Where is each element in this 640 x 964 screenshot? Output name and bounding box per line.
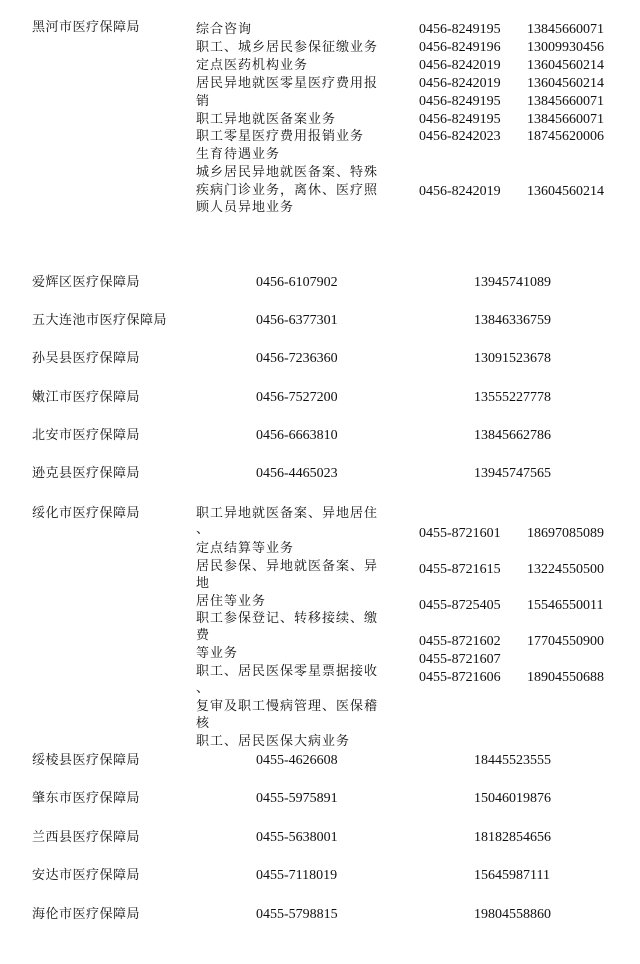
mobile-number: 13845660071 [527,94,604,109]
mobile-number: 13091523678 [474,351,551,366]
mobile-number: 13845660071 [527,112,604,127]
service-line: 居民异地就医零星医疗费用报 [196,76,379,91]
service-line: 职工、城乡居民参保征缴业务 [196,40,379,55]
mobile-number: 13845662786 [474,428,551,443]
service-line: 、 [196,522,211,537]
bureau-name: 绥棱县医疗保障局 [32,753,141,768]
landline-number: 0455-8725405 [419,598,501,613]
landline-number: 0456-8242019 [419,184,501,199]
landline-number: 0456-6377301 [256,313,338,328]
landline-number: 0455-8721602 [419,634,501,649]
mobile-number: 18745620006 [527,129,604,144]
bureau-name: 海伦市医疗保障局 [32,907,141,922]
service-line: 综合咨询 [196,22,253,37]
mobile-number: 13604560214 [527,58,604,73]
mobile-number: 13555227778 [474,390,551,405]
service-line: 居住等业务 [196,594,267,609]
service-line: 地 [196,576,211,591]
mobile-number: 18445523555 [474,753,551,768]
service-line: 居民参保、异地就医备案、异 [196,559,379,574]
landline-number: 0456-6107902 [256,275,338,290]
service-line: 、 [196,681,211,696]
service-line: 生育待遇业务 [196,147,281,162]
service-line: 职工、居民医保零星票据接收 [196,664,379,679]
bureau-name-suihua: 绥化市医疗保障局 [32,506,141,521]
mobile-number: 18904550688 [527,670,604,685]
bureau-name: 孙吴县医疗保障局 [32,351,141,366]
service-line: 定点医药机构业务 [196,58,309,73]
landline-number: 0455-8721615 [419,562,501,577]
mobile-number: 15046019876 [474,791,551,806]
service-line: 职工异地就医备案业务 [196,112,337,127]
service-line: 职工异地就医备案、异地居住 [196,506,379,521]
landline-number: 0456-7236360 [256,351,338,366]
mobile-number: 13224550500 [527,562,604,577]
bureau-name: 北安市医疗保障局 [32,428,141,443]
landline-number: 0456-6663810 [256,428,338,443]
service-line: 疾病门诊业务，离休、医疗照 [196,183,379,198]
mobile-number: 15546550011 [527,598,604,613]
mobile-number: 15645987111 [474,868,550,883]
landline-number: 0456-8242023 [419,129,501,144]
landline-number: 0456-7527200 [256,390,338,405]
mobile-number: 18697085089 [527,526,604,541]
mobile-number: 13945747565 [474,466,551,481]
service-line: 职工、居民医保大病业务 [196,734,351,749]
mobile-number: 13604560214 [527,184,604,199]
landline-number: 0455-5798815 [256,907,338,922]
bureau-name: 嫩江市医疗保障局 [32,390,141,405]
landline-number: 0456-8242019 [419,76,501,91]
landline-number: 0455-7118019 [256,868,338,883]
mobile-number: 13009930456 [527,40,604,55]
landline-number: 0455-8721606 [419,670,501,685]
landline-number: 0456-8249195 [419,112,501,127]
mobile-number: 18182854656 [474,830,551,845]
bureau-name: 兰西县医疗保障局 [32,830,141,845]
mobile-number: 19804558860 [474,907,551,922]
bureau-name: 逊克县医疗保障局 [32,466,141,481]
service-line: 销 [196,94,211,109]
service-line: 职工参保登记、转移接续、缴 [196,611,379,626]
bureau-name: 肇东市医疗保障局 [32,791,141,806]
landline-number: 0455-4626608 [256,753,338,768]
suihua-services-cell [190,503,410,749]
landline-number: 0456-8249195 [419,94,501,109]
mobile-number: 13604560214 [527,76,604,91]
service-line: 定点结算等业务 [196,541,295,556]
service-line: 费 [196,628,211,643]
landline-number: 0455-8721607 [419,652,501,667]
bureau-name: 安达市医疗保障局 [32,868,141,883]
service-line: 职工零星医疗费用报销业务 [196,129,365,144]
landline-number: 0455-5975891 [256,791,338,806]
service-line: 核 [196,716,211,731]
mobile-number: 13846336759 [474,313,551,328]
landline-number: 0455-8721601 [419,526,501,541]
mobile-number: 13845660071 [527,22,604,37]
bureau-name: 爱辉区医疗保障局 [32,275,141,290]
service-line: 等业务 [196,646,239,661]
bureau-name: 五大连池市医疗保障局 [32,313,168,328]
landline-number: 0456-4465023 [256,466,338,481]
mobile-number: 13945741089 [474,275,551,290]
bureau-name-heihe: 黑河市医疗保障局 [32,20,141,35]
mobile-number: 17704550900 [527,634,604,649]
landline-number: 0455-5638001 [256,830,338,845]
landline-number: 0456-8242019 [419,58,501,73]
service-line: 城乡居民异地就医备案、特殊 [196,165,379,180]
service-line: 顾人员异地业务 [196,200,295,215]
landline-number: 0456-8249196 [419,40,501,55]
service-line: 复审及职工慢病管理、医保稽 [196,699,379,714]
landline-number: 0456-8249195 [419,22,501,37]
